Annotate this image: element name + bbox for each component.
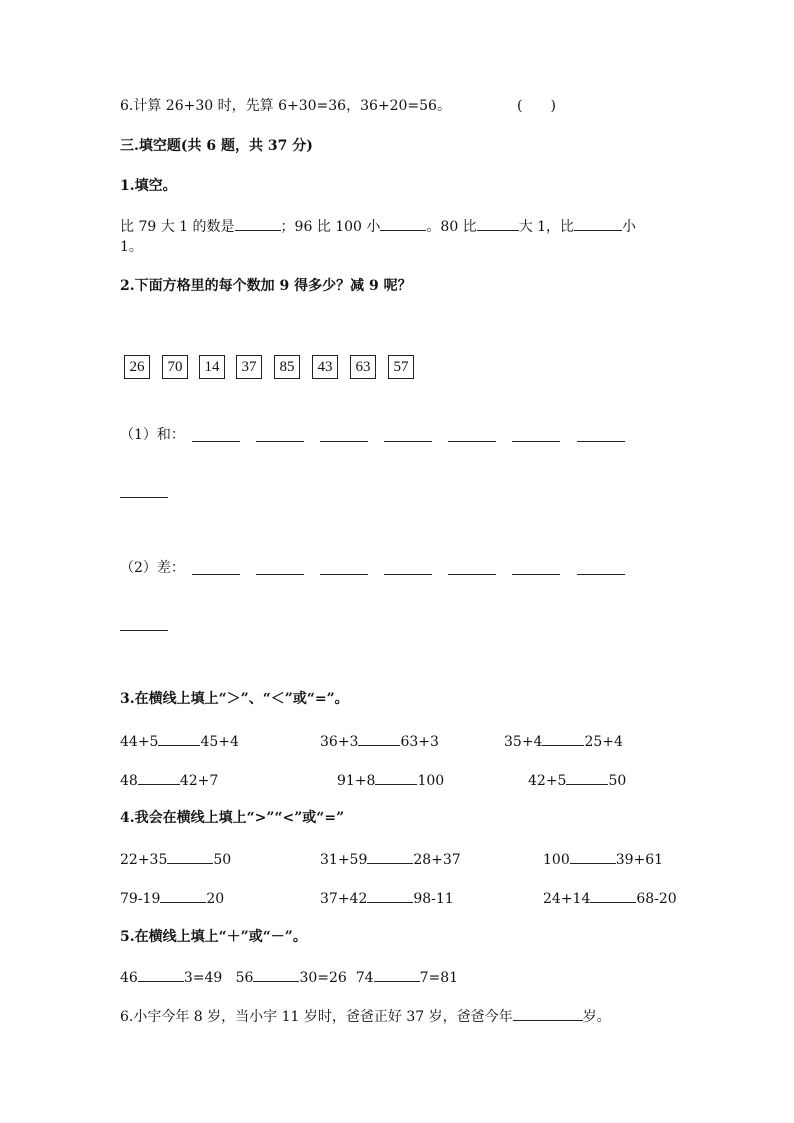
diff-answer-line[interactable] bbox=[256, 574, 304, 575]
q1-line1: 比 79 大 1 的数是 ；96 比 100 小 。80 比 大 1，比 小 bbox=[120, 216, 636, 236]
compare-item: 42+5 50 bbox=[528, 770, 626, 790]
compare-item: 48 42+7 bbox=[120, 770, 218, 790]
sum-answer-line[interactable] bbox=[577, 441, 625, 442]
q2-title: 2.下面方格里的每个数加 9 得多少？减 9 呢？ bbox=[120, 278, 412, 294]
sum-answer-line[interactable] bbox=[512, 441, 560, 442]
diff-answer-line[interactable] bbox=[120, 630, 168, 631]
sum-answer-line[interactable] bbox=[120, 497, 168, 498]
blank[interactable] bbox=[477, 216, 519, 231]
compare-item: 31+59 28+37 bbox=[320, 849, 461, 869]
question-text: 6.计算 26+30 时，先算 6+30=36，36+20=56。 bbox=[120, 98, 451, 114]
compare-item: 44+5 45+4 bbox=[120, 731, 239, 751]
number-box: 63 bbox=[350, 355, 376, 379]
blank[interactable] bbox=[358, 731, 400, 746]
number-box: 14 bbox=[199, 355, 225, 379]
compare-item: 35+4 25+4 bbox=[504, 731, 623, 751]
sum-answer-line[interactable] bbox=[320, 441, 368, 442]
blank[interactable] bbox=[590, 888, 636, 903]
blank[interactable] bbox=[138, 770, 180, 785]
diff-answer-line[interactable] bbox=[577, 574, 625, 575]
blank[interactable] bbox=[367, 888, 413, 903]
blank[interactable] bbox=[167, 849, 213, 864]
tf-question-6 bbox=[120, 97, 451, 115]
number-box: 43 bbox=[312, 355, 338, 379]
q1-line2: 1。 bbox=[120, 239, 143, 255]
diff-answer-line[interactable] bbox=[512, 574, 560, 575]
compare-item: 36+3 63+3 bbox=[320, 731, 439, 751]
diff-answer-line[interactable] bbox=[192, 574, 240, 575]
diff-answer-line[interactable] bbox=[448, 574, 496, 575]
blank[interactable] bbox=[374, 967, 420, 982]
sum-answer-line[interactable] bbox=[384, 441, 432, 442]
q4-title: 4.我会在横线上填上“>”“<”或“=” bbox=[120, 810, 345, 826]
blank[interactable] bbox=[375, 770, 417, 785]
blank[interactable] bbox=[160, 888, 206, 903]
sum-label: （1）和： bbox=[120, 427, 185, 443]
number-box: 37 bbox=[236, 355, 262, 379]
diff-answer-line[interactable] bbox=[320, 574, 368, 575]
sum-answer-line[interactable] bbox=[192, 441, 240, 442]
number-box: 85 bbox=[274, 355, 300, 379]
diff-label: （2）差： bbox=[120, 560, 185, 576]
blank[interactable] bbox=[138, 967, 184, 982]
diff-answer-line[interactable] bbox=[384, 574, 432, 575]
compare-item: 24+14 68-20 bbox=[543, 888, 677, 908]
blank[interactable] bbox=[367, 849, 413, 864]
blank[interactable] bbox=[513, 1006, 583, 1021]
section-title: 三.填空题(共 6 题，共 37 分) bbox=[120, 138, 313, 154]
number-box: 70 bbox=[162, 355, 188, 379]
blank[interactable] bbox=[253, 967, 299, 982]
blank[interactable] bbox=[570, 849, 616, 864]
blank[interactable] bbox=[380, 216, 426, 231]
q5-items: 46 3=49 56 30=26 74 7=81 bbox=[120, 967, 458, 987]
number-box: 26 bbox=[124, 355, 150, 379]
blank[interactable] bbox=[542, 731, 584, 746]
number-box: 57 bbox=[388, 355, 414, 379]
q5-title: 5.在横线上填上“＋”或“－”。 bbox=[120, 929, 307, 945]
blank[interactable] bbox=[566, 770, 608, 785]
compare-item: 91+8 100 bbox=[337, 770, 444, 790]
blank[interactable] bbox=[574, 216, 622, 231]
compare-item: 100 39+61 bbox=[543, 849, 663, 869]
blank[interactable] bbox=[235, 216, 281, 231]
compare-item: 37+42 98-11 bbox=[320, 888, 454, 908]
blank[interactable] bbox=[158, 731, 200, 746]
compare-item: 22+35 50 bbox=[120, 849, 231, 869]
sum-answer-line[interactable] bbox=[256, 441, 304, 442]
compare-item: 79-19 20 bbox=[120, 888, 224, 908]
q1-title: 1.填空。 bbox=[120, 178, 177, 194]
sum-answer-line[interactable] bbox=[448, 441, 496, 442]
answer-paren[interactable]: ( ) bbox=[517, 98, 556, 114]
q3-title: 3.在横线上填上“＞”、“＜”或“=”。 bbox=[120, 691, 349, 707]
q6-item: 6.小宇今年 8 岁，当小宇 11 岁时，爸爸正好 37 岁，爸爸今年 岁。 bbox=[120, 1006, 611, 1026]
